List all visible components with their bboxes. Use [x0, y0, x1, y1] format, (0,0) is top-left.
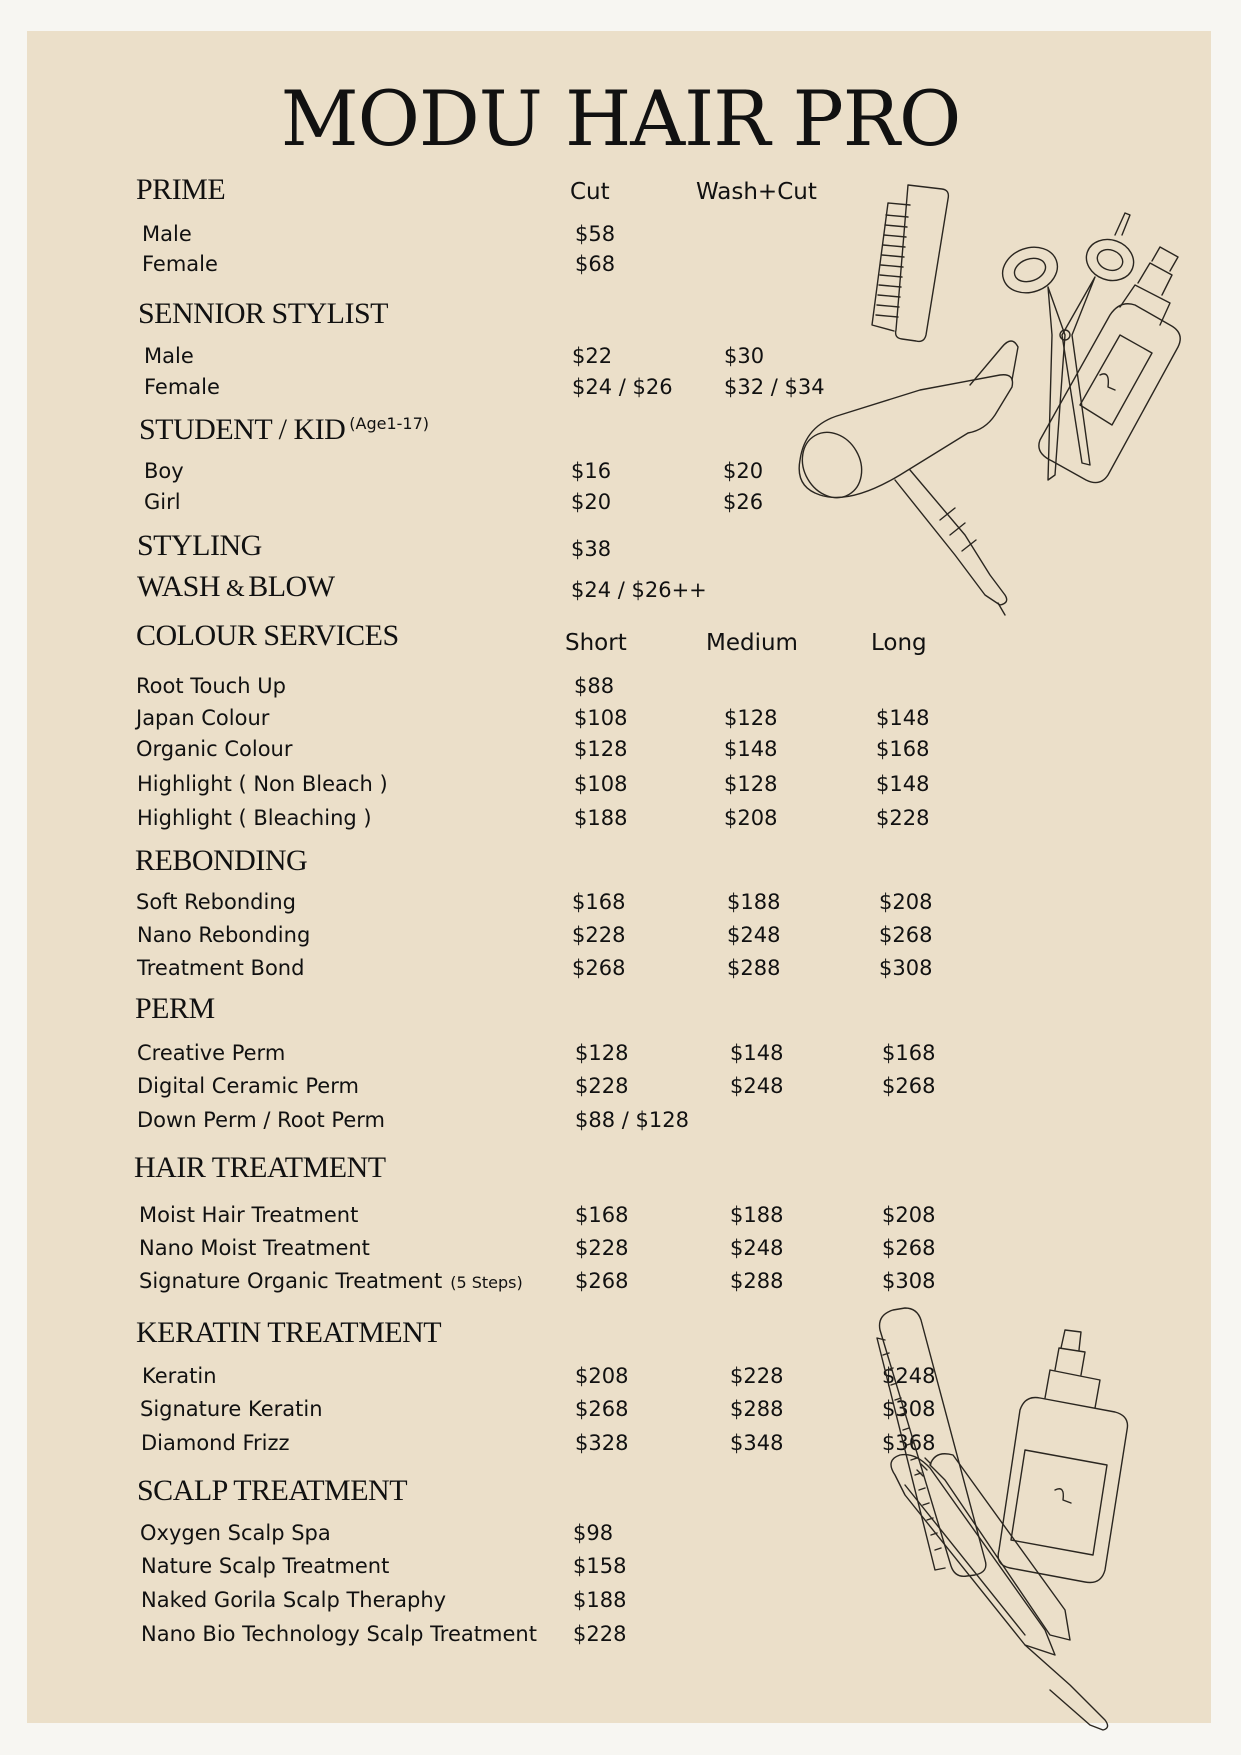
section-title-colour — [136, 619, 399, 653]
section-title-keratin — [136, 1316, 441, 1350]
service-name — [144, 375, 220, 399]
price: $24 / $26++ — [571, 578, 707, 602]
page-title: MODU HAIR PRO — [280, 74, 961, 163]
service-label: Digital Ceramic Perm — [137, 1074, 359, 1098]
price: $128 — [575, 1041, 629, 1065]
service-name — [139, 1203, 358, 1227]
price: $32 / $34 — [724, 375, 825, 399]
section-title-part: BLOW — [248, 570, 335, 603]
price: $288 — [727, 956, 781, 980]
service-label: Soft Rebonding — [136, 890, 296, 914]
section-title-text: SCALP TREATMENT — [137, 1474, 408, 1507]
section-title-text: KERATIN TREATMENT — [136, 1316, 442, 1349]
service-label: Boy — [144, 459, 184, 483]
price: $348 — [730, 1431, 784, 1455]
service-name — [136, 890, 296, 914]
price: $228 — [730, 1364, 784, 1388]
price: $168 — [572, 890, 626, 914]
service-label: Creative Perm — [137, 1041, 286, 1065]
price: $228 — [573, 1622, 627, 1646]
service-name — [140, 1521, 331, 1545]
service-name — [137, 956, 304, 980]
price: $68 — [575, 252, 616, 276]
price: $168 — [575, 1203, 629, 1227]
price: $268 — [879, 923, 933, 947]
price: $20 — [571, 490, 612, 514]
service-name — [139, 1269, 523, 1293]
price: $208 — [724, 806, 778, 830]
service-name — [137, 1108, 385, 1132]
section-title-text: SENNIOR STYLIST — [138, 297, 389, 330]
price: $268 — [882, 1074, 936, 1098]
section-title-rebonding — [135, 844, 307, 878]
price: $248 — [882, 1364, 936, 1388]
column-header-wash-cut: Wash+Cut — [696, 179, 817, 205]
price: $248 — [730, 1074, 784, 1098]
service-name — [142, 252, 218, 276]
service-label: Male — [144, 344, 194, 368]
service-label: Diamond Frizz — [141, 1431, 290, 1455]
price: $128 — [724, 772, 778, 796]
section-title-styling — [137, 529, 262, 563]
service-label: Signature Organic Treatment — [139, 1269, 443, 1293]
comb-icon — [877, 1308, 986, 1576]
price: $288 — [730, 1397, 784, 1421]
price: $188 — [727, 890, 781, 914]
price: $328 — [575, 1431, 629, 1455]
column-header-medium: Medium — [706, 630, 798, 656]
comb-icon — [872, 185, 948, 341]
price: $24 / $26 — [572, 375, 673, 399]
price: $228 — [572, 923, 626, 947]
service-name — [142, 1364, 217, 1388]
price: $26 — [723, 490, 764, 514]
age-note: (Age1-17) — [349, 414, 430, 433]
price: $268 — [575, 1397, 629, 1421]
service-label: Nano Moist Treatment — [139, 1236, 370, 1260]
section-title-scalp — [137, 1474, 407, 1508]
spray-bottle-icon — [1039, 247, 1180, 483]
price: $128 — [724, 706, 778, 730]
price: $228 — [876, 806, 930, 830]
price: $188 — [730, 1203, 784, 1227]
section-title-senior — [138, 297, 388, 331]
column-header-cut: Cut — [570, 179, 610, 205]
service-label: Nano Rebonding — [137, 923, 311, 947]
price: $30 — [724, 344, 765, 368]
service-name — [137, 1074, 359, 1098]
price: $168 — [876, 737, 930, 761]
service-name — [144, 344, 194, 368]
section-title-text: COLOUR SERVICES — [136, 619, 399, 652]
price: $208 — [879, 890, 933, 914]
price: $268 — [572, 956, 626, 980]
price: $268 — [575, 1269, 629, 1293]
hair-dryer-icon — [791, 341, 1018, 615]
section-title-text: PRIME — [136, 173, 226, 206]
section-title-text: HAIR TREATMENT — [134, 1151, 386, 1184]
ampersand: & — [226, 576, 245, 602]
service-name — [139, 1236, 370, 1260]
service-label: Treatment Bond — [137, 956, 305, 980]
price: $148 — [724, 737, 778, 761]
price: $20 — [723, 459, 764, 483]
section-title-wash — [137, 570, 335, 604]
section-title-text: PERM — [135, 992, 215, 1025]
top-tools-illustration — [790, 175, 1230, 685]
service-label: Girl — [144, 490, 181, 514]
service-name — [136, 674, 286, 698]
hair-straightener-icon — [891, 1454, 1108, 1730]
price: $88 / $128 — [575, 1108, 689, 1132]
service-label: Female — [142, 252, 218, 276]
service-label: Highlight ( Bleaching ) — [137, 806, 372, 830]
price: $208 — [575, 1364, 629, 1388]
column-header-short: Short — [565, 630, 627, 656]
price: $308 — [879, 956, 933, 980]
service-name — [144, 490, 181, 514]
section-title-prime — [136, 173, 225, 207]
price: $368 — [882, 1431, 936, 1455]
price: $208 — [882, 1203, 936, 1227]
service-label: Nano Bio Technology Scalp Treatment — [141, 1622, 537, 1646]
price: $188 — [574, 806, 628, 830]
service-label: Nature Scalp Treatment — [141, 1554, 390, 1578]
price: $228 — [575, 1236, 629, 1260]
price: $228 — [575, 1074, 629, 1098]
service-label: Moist Hair Treatment — [139, 1203, 359, 1227]
price: $308 — [882, 1269, 936, 1293]
price: $98 — [573, 1521, 614, 1545]
price: $108 — [574, 706, 628, 730]
section-title-text: REBONDING — [135, 844, 308, 877]
service-name — [136, 706, 269, 730]
price: $148 — [876, 706, 930, 730]
price: $148 — [730, 1041, 784, 1065]
price: $16 — [571, 459, 612, 483]
section-title-part: WASH — [137, 570, 221, 603]
service-label: Down Perm / Root Perm — [137, 1108, 385, 1132]
service-name — [137, 806, 372, 830]
service-name — [141, 1622, 537, 1646]
section-title-student — [139, 413, 429, 447]
service-name — [137, 1041, 285, 1065]
section-title-text: STYLING — [137, 529, 262, 562]
service-name — [141, 1554, 389, 1578]
section-title-hair-treatment — [134, 1151, 386, 1185]
price: $248 — [730, 1236, 784, 1260]
price: $108 — [574, 772, 628, 796]
service-label: Highlight ( Non Bleach ) — [137, 772, 388, 796]
price: $148 — [876, 772, 930, 796]
price: $38 — [571, 537, 612, 561]
price: $308 — [882, 1397, 936, 1421]
service-label: Root Touch Up — [136, 674, 286, 698]
service-name — [144, 459, 184, 483]
price: $22 — [572, 344, 613, 368]
service-name — [136, 737, 293, 761]
price: $268 — [882, 1236, 936, 1260]
column-header-long: Long — [871, 630, 927, 656]
service-label: Male — [142, 222, 192, 246]
price: $288 — [730, 1269, 784, 1293]
price: $248 — [727, 923, 781, 947]
service-label: Female — [144, 375, 220, 399]
service-label: Oxygen Scalp Spa — [140, 1521, 331, 1545]
price: $88 — [574, 674, 615, 698]
price: $58 — [575, 222, 616, 246]
price: $188 — [573, 1588, 627, 1612]
section-title-perm — [135, 992, 215, 1026]
service-name — [137, 772, 388, 796]
service-label: Keratin — [142, 1364, 217, 1388]
price: $128 — [574, 737, 628, 761]
service-label: Naked Gorila Scalp Theraphy — [141, 1588, 447, 1612]
section-title-text: STUDENT / KID — [139, 413, 346, 446]
price: $168 — [882, 1041, 936, 1065]
service-name — [142, 222, 192, 246]
service-label: Signature Keratin — [140, 1397, 323, 1421]
service-name — [137, 923, 310, 947]
service-label: Organic Colour — [136, 737, 293, 761]
service-name — [140, 1397, 323, 1421]
service-name — [141, 1431, 290, 1455]
price: $158 — [573, 1554, 627, 1578]
service-label: Japan Colour — [136, 706, 270, 730]
service-name — [141, 1588, 446, 1612]
service-note: (5 Steps) — [450, 1273, 523, 1292]
bottom-tools-illustration — [875, 1300, 1195, 1740]
